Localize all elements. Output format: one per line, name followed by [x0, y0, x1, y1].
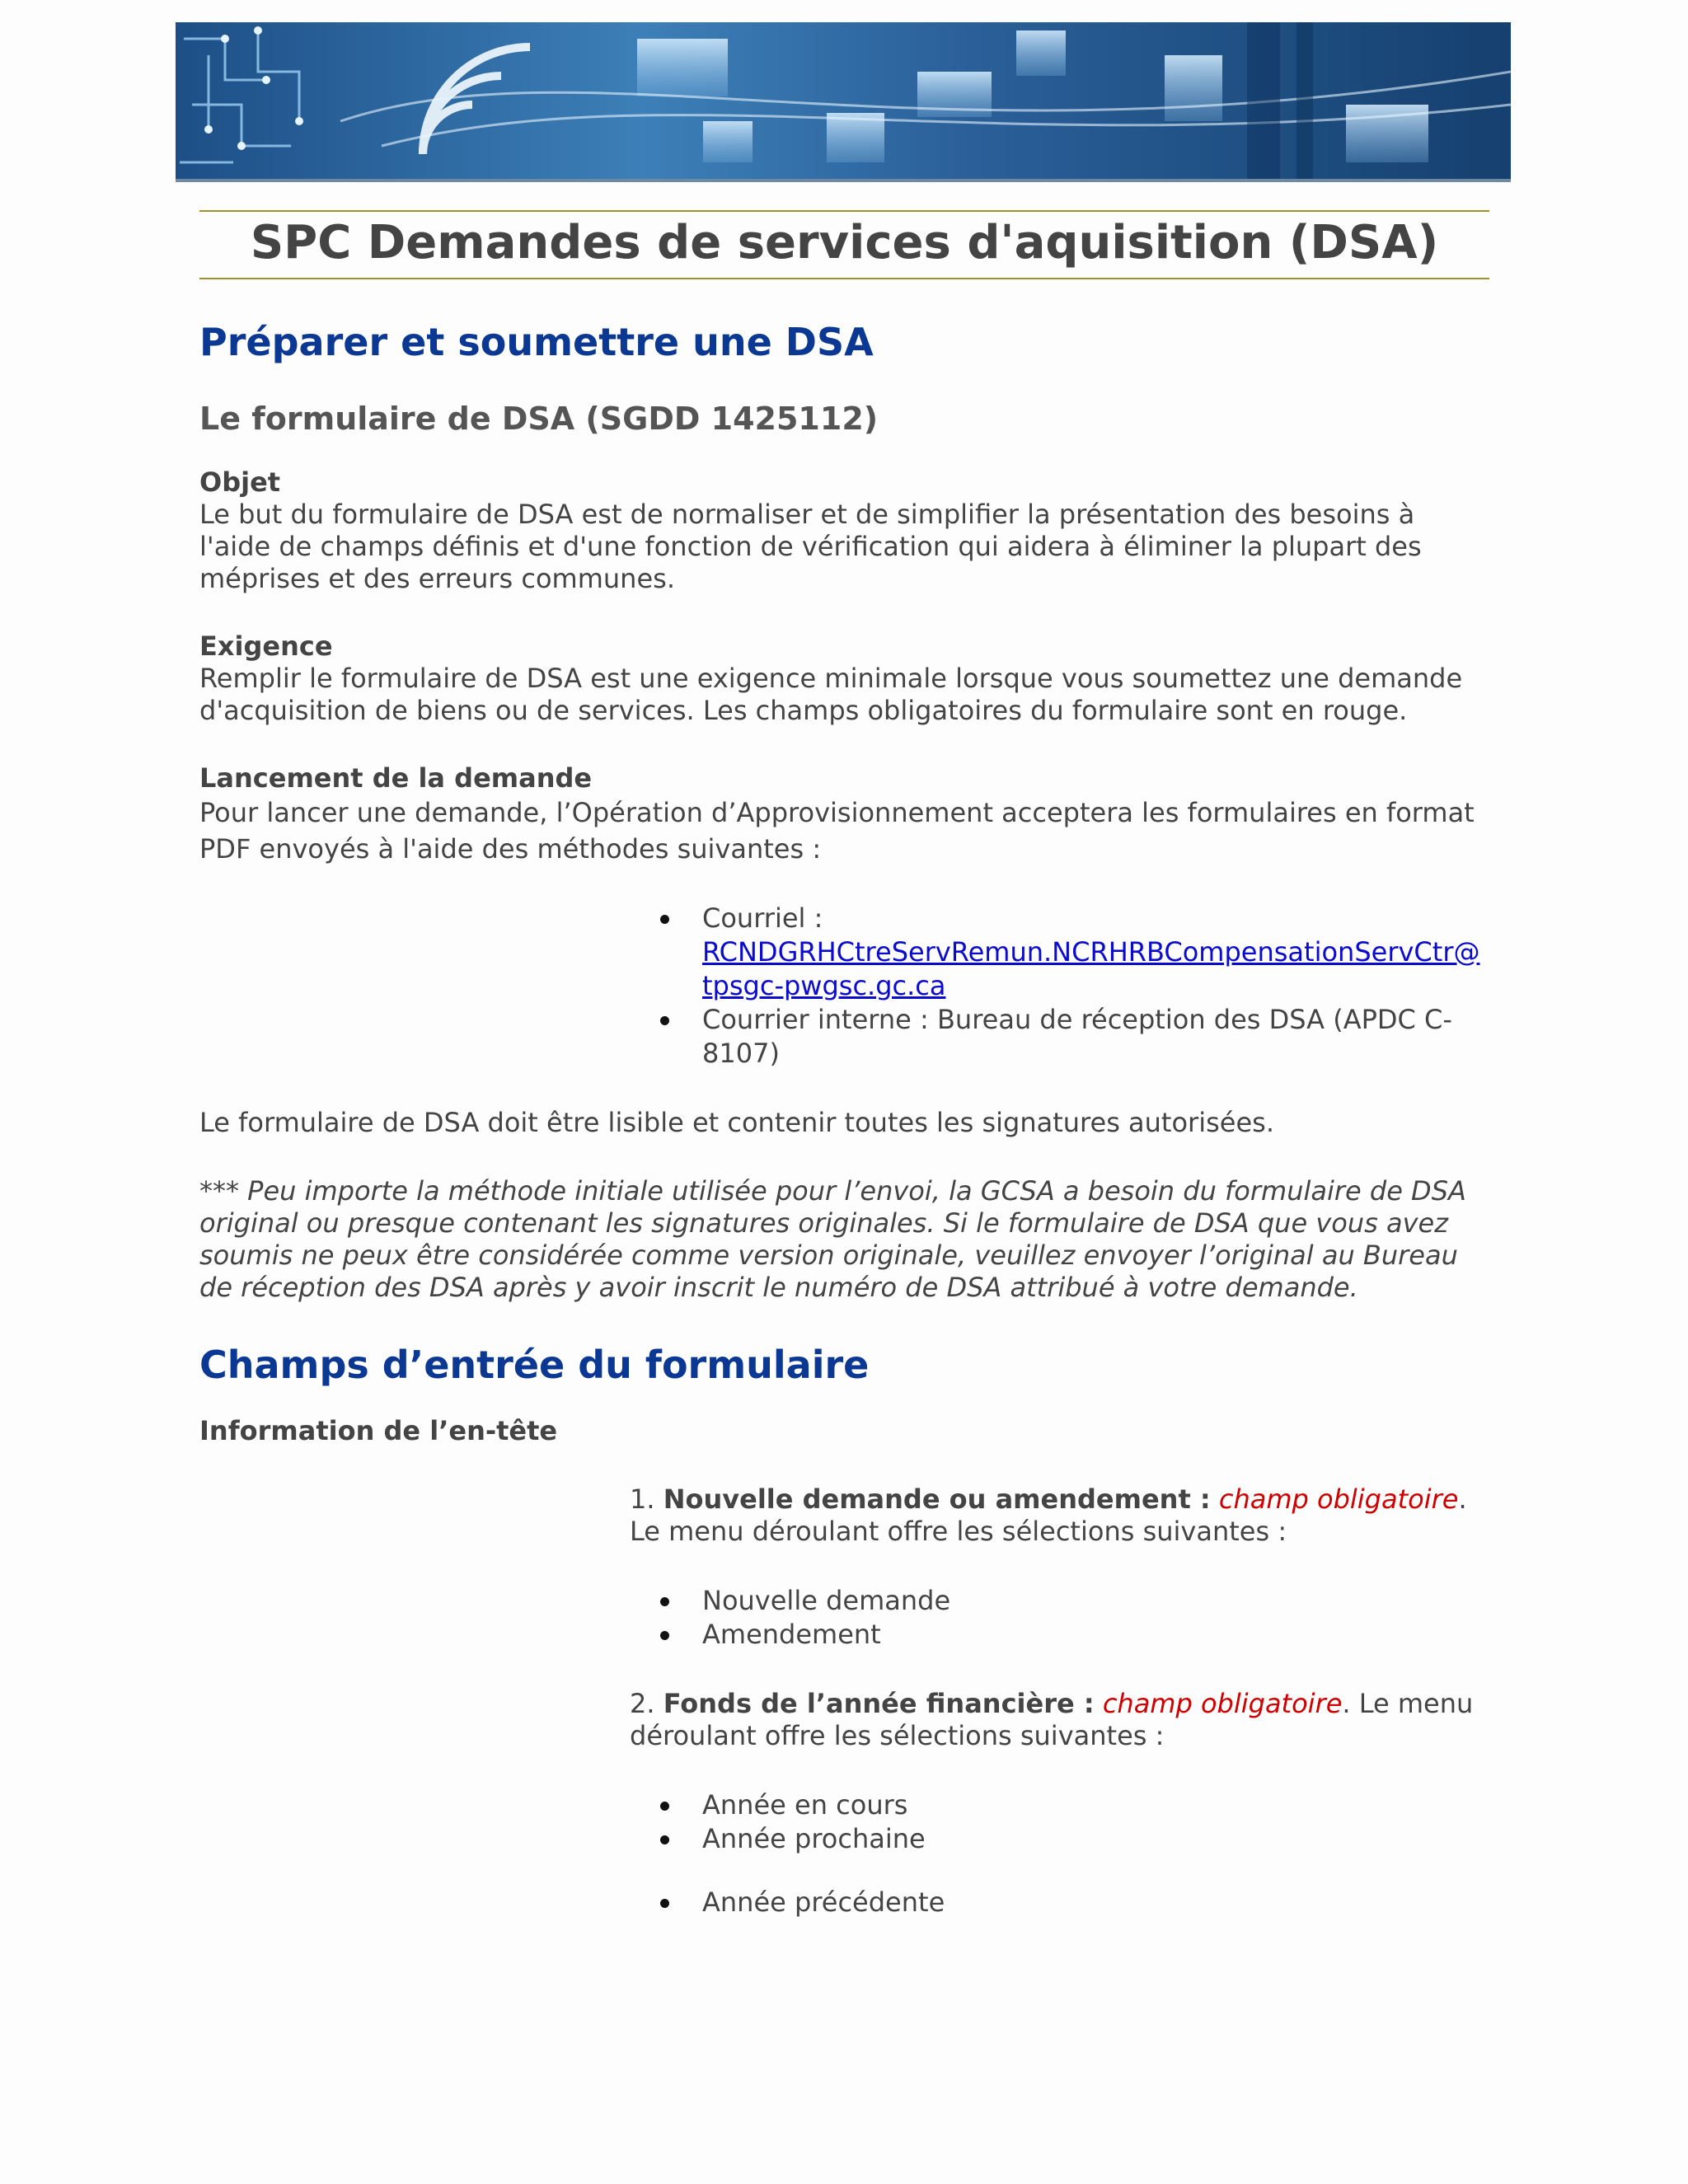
email-link[interactable]: RCNDGRHCtreServRemun.NCRHRBCompensationServCtr@tpsgc-pwgsc.gc.ca	[702, 936, 1480, 1001]
form-subheading: Le formulaire de DSA (SGDD 1425112)	[199, 401, 879, 437]
list-item-internal-mail	[657, 1003, 1489, 1071]
field-1-options-list	[657, 1584, 1489, 1652]
field-2-required: champ obligatoire	[1102, 1688, 1343, 1719]
title-bottom-rule	[199, 278, 1489, 279]
field-1-required: champ obligatoire	[1218, 1483, 1459, 1515]
original-note	[199, 1175, 1489, 1304]
list-item: Année en cours	[657, 1788, 1489, 1822]
section-heading-prepare: Préparer et soumettre une DSA	[199, 320, 874, 364]
exigence-text: Remplir le formulaire de DSA est une exigence minimale lorsque vous soumettez une demande d'acquisition de biens ou de services. Les champs obligatoires du formulaire sont en rouge.	[199, 663, 1463, 726]
lancement-label: Lancement de la demande	[199, 762, 593, 794]
lancement-text: Pour lancer une demande, l’Opération d’Approvisionnement acceptera les formulaires en format PDF envoyés à l'aide des méthodes suivantes :	[199, 797, 1475, 865]
email-label: Courriel :	[702, 902, 823, 934]
objet-text: Le but du formulaire de DSA est de normaliser et de simplifier la présentation des besoins à l'aide de champs définis et d'une fonction de vérification qui aidera à éliminer la plupart des méprises et des erreurs communes.	[199, 499, 1422, 594]
submission-methods-list	[657, 902, 1489, 1071]
objet-label: Objet	[199, 466, 281, 498]
internal-mail-text: Courrier interne : Bureau de réception des DSA (APDC C-8107)	[702, 1004, 1452, 1069]
list-item: Année prochaine	[657, 1822, 1489, 1856]
list-item: Amendement	[657, 1618, 1489, 1652]
header-banner-image	[176, 22, 1511, 182]
field-1-name: Nouvelle demande ou amendement :	[663, 1483, 1211, 1515]
field-2-number: 2.	[630, 1688, 655, 1719]
header-info-subheading: Information de l’en-tête	[199, 1415, 558, 1446]
field-2-options-list	[657, 1788, 1489, 1919]
section-heading-fields: Champs d’entrée du formulaire	[199, 1343, 870, 1387]
field-1-after: .	[1458, 1483, 1467, 1515]
field-2-name: Fonds de l’année financière :	[663, 1688, 1095, 1719]
list-item: Nouvelle demande	[657, 1584, 1489, 1618]
legible-text: Le formulaire de DSA doit être lisible et contenir toutes les signatures autorisées.	[199, 1107, 1274, 1138]
field-1-description	[630, 1483, 1491, 1548]
field-1-desc: Le menu déroulant offre les sélections suivantes :	[630, 1516, 1287, 1547]
exigence-label: Exigence	[199, 630, 333, 662]
note-text: Peu importe la méthode initiale utilisée pour l’envoi, la GCSA a besoin du formulaire de DSA original ou presque contenant les signatures originales. Si le formulaire de DSA que vous avez soumis ne peux être considérée comme version originale, veuillez envoyer l’original au Bureau de réception des DSA après y avoir inscrit le numéro de DSA attribué à votre demande.	[199, 1175, 1466, 1303]
list-item-email	[657, 902, 1489, 1003]
list-item: Année précédente	[657, 1886, 1489, 1919]
note-stars: ***	[199, 1175, 239, 1207]
page-title: SPC Demandes de services d'aquisition (DSA)	[250, 216, 1439, 269]
field-2-description	[630, 1688, 1491, 1752]
field-1-number: 1.	[630, 1483, 655, 1515]
main-content	[199, 210, 1489, 1919]
field-2-after: . Le menu déroulant offre les sélections suivantes :	[630, 1688, 1474, 1751]
